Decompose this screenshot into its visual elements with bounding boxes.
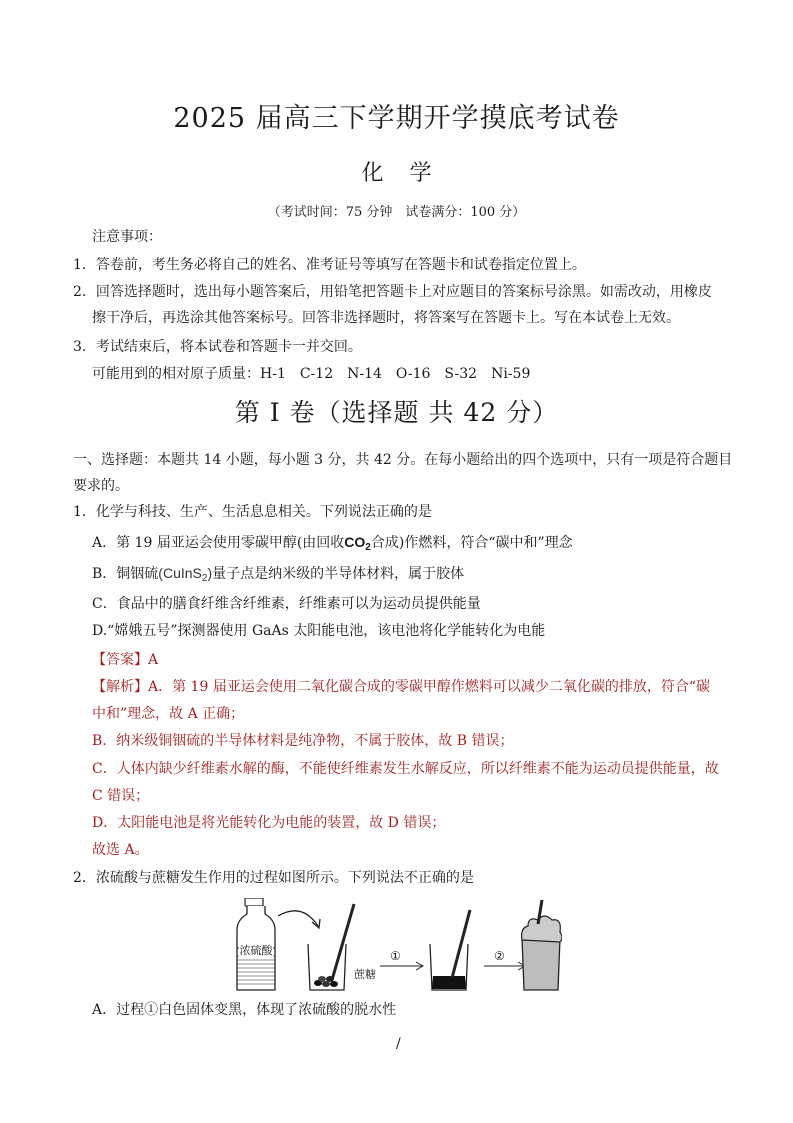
atomic-mass-line: 可能用到的相对原子质量：H-1 C-12 N-14 O-16 S-32 Ni-59 bbox=[92, 366, 531, 382]
note-item-2: 2．回答选择题时，选出每小题答案后，用铅笔把答题卡上对应题目的答案标号涂黑。如需改动，用橡皮 bbox=[73, 284, 712, 300]
pour-arrow bbox=[278, 911, 318, 926]
q1-option-b-pre: B．铜铟硫 bbox=[92, 566, 159, 582]
acid-bottle bbox=[237, 898, 275, 990]
co2-formula: CO bbox=[344, 534, 366, 550]
q1-analysis-7: 故选 A。 bbox=[92, 842, 149, 858]
notes-heading: 注意事项： bbox=[92, 229, 162, 245]
q1-analysis-3: B．纳米级铜铟硫的半导体材料是纯净物，不属于胶体，故 B 错误； bbox=[92, 733, 514, 749]
analysis-label: 【解析】 bbox=[92, 679, 148, 695]
q1-answer: 【答案】A bbox=[92, 652, 159, 668]
q2-stem: 2．浓硫酸与蔗糖发生作用的过程如图所示。下列说法不正确的是 bbox=[73, 870, 474, 886]
beaker-3 bbox=[522, 900, 562, 990]
cuins2-subscript: 2 bbox=[201, 573, 208, 584]
page-number: / bbox=[396, 1036, 401, 1052]
co2-subscript: 2 bbox=[365, 542, 371, 553]
subject-title: 化学 bbox=[361, 161, 458, 186]
q1-analysis-1 bbox=[92, 678, 710, 696]
note-item-1: 1．答卷前，考生务必将自己的姓名、准考证号等填写在答题卡和试卷指定位置上。 bbox=[73, 257, 586, 273]
note-item-3: 3．考试结束后，将本试卷和答题卡一并交回。 bbox=[73, 339, 362, 355]
q1-analysis-2: 中和”理念，故 A 正确； bbox=[92, 706, 245, 722]
beaker-1 bbox=[308, 904, 354, 990]
q1-analysis-4: C．人体内缺少纤维素水解的酶，不能使纤维素发生水解反应，所以纤维素不能为运动员提供能量，故 bbox=[92, 761, 719, 777]
step-2-label: ② bbox=[494, 949, 505, 963]
bottle-label: 浓硫酸 bbox=[239, 944, 273, 957]
exam-info: （考试时间：75 分钟 试卷满分：100 分） bbox=[267, 205, 526, 220]
q1-analysis-6: D．太阳能电池是将光能转化为电能的装置，故 D 错误； bbox=[92, 815, 446, 831]
q1-option-a-post: 合成)作燃料，符合“碳中和”理念 bbox=[370, 535, 573, 551]
q1-option-b bbox=[92, 564, 464, 588]
q1-option-c: C．食品中的膳食纤维含纤维素，纤维素可以为运动员提供能量 bbox=[92, 596, 481, 612]
reaction-figure bbox=[232, 898, 562, 998]
q1-option-d: D.“嫦娥五号”探测器使用 GaAs 太阳能电池，该电池将化学能转化为电能 bbox=[92, 623, 546, 639]
beaker-2 bbox=[430, 910, 470, 990]
q1-analysis-5: C 错误； bbox=[92, 788, 150, 804]
cuins2-close: ) bbox=[207, 565, 213, 581]
q1-option-a bbox=[92, 533, 573, 557]
q1-stem: 1．化学与科技、生产、生活息息相关。下列说法正确的是 bbox=[73, 504, 432, 520]
section-instructions: 一、选择题：本题共 14 小题，每小题 3 分，共 42 分。在每小题给出的四个选项中，只有一项是符合题目 bbox=[73, 452, 733, 468]
q1-option-a-pre: A．第 19 届亚运会使用零碳甲醇(由回收 bbox=[92, 535, 345, 551]
q1-option-b-post: 量子点是纳米级的半导体材料，属于胶体 bbox=[212, 566, 465, 582]
section-title: 第 I 卷（选择题 共 42 分） bbox=[234, 398, 559, 427]
q2-option-a: A．过程①白色固体变黑，体现了浓硫酸的脱水性 bbox=[92, 1002, 397, 1018]
cuins2-formula: (CuInS bbox=[158, 565, 202, 581]
analysis-text-1: A．第 19 届亚运会使用二氧化碳合成的零碳甲醇作燃料可以减少二氧化碳的排放，符合“碳 bbox=[148, 679, 710, 695]
section-instructions-cont: 要求的。 bbox=[73, 478, 129, 494]
step-1-label: ① bbox=[390, 949, 401, 963]
exam-title: 2025 届高三下学期开学摸底考试卷 bbox=[173, 103, 620, 134]
note-item-2-cont: 擦干净后，再选涂其他答案标号。回答非选择题时，将答案写在答题卡上。写在本试卷上无效。 bbox=[92, 310, 680, 326]
sugar-label: 蔗糖 bbox=[354, 968, 376, 981]
